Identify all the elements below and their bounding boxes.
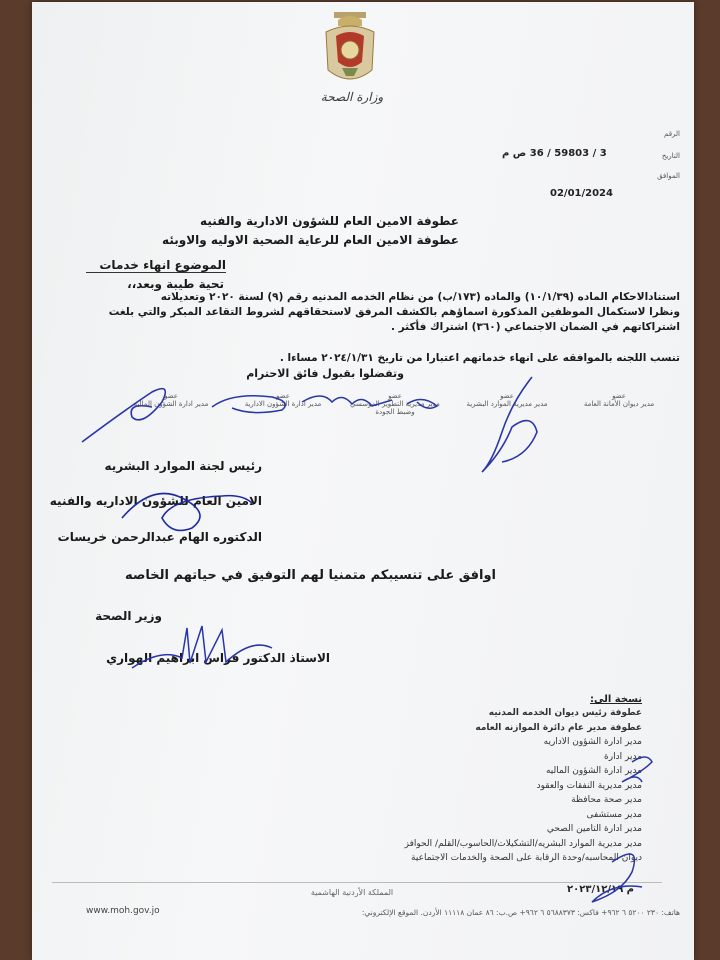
minister-name: الاستاذ الدكتور فراس ابراهيم الهواري	[106, 651, 330, 665]
bottom-date: م ٢٠٢٣/١٢/١٩	[567, 884, 634, 895]
member-title: مدير مديرية الموارد البشرية	[466, 400, 548, 408]
jordan-emblem	[320, 10, 380, 90]
member-role: عضو	[164, 392, 178, 400]
member-title: مدير ادارة الشؤون الادارية	[244, 400, 322, 408]
copy-item: عطوفة مدير عام دائرة الموازنه العامه	[475, 722, 642, 733]
document-date: 02/01/2024	[550, 188, 613, 199]
label-date: التاريخ	[661, 152, 680, 160]
chair-signature	[112, 478, 262, 538]
member-role: عضو	[276, 392, 290, 400]
member-3	[340, 392, 450, 416]
ministry-name: وزارة الصحة	[320, 90, 384, 104]
footer-divider	[52, 882, 662, 883]
copy-item: مدير مديرية النفقات والعقود	[536, 780, 642, 791]
copy-item: مدير ادارة	[604, 751, 642, 762]
approval-text: اوافق على تنسيبكم متمنيا لهم التوفيق في حياتهم الخاصه	[124, 568, 496, 583]
body-line-3: اشتراكاتهم في الضمان الاجتماعي (٣٦٠) اشتراك فأكثر .	[390, 321, 680, 333]
member-title: مدير ديوان الأمانة العامة	[583, 400, 655, 408]
footer-website[interactable]: www.moh.gov.jo	[86, 906, 160, 916]
footer-country: المملكة الأردنية الهاشمية	[310, 888, 394, 897]
subject: الموضوع انهاء خدمات	[86, 258, 226, 273]
chair-title: رئيس لجنة الموارد البشريه	[104, 459, 262, 473]
copy-item: عطوفة رئيس ديوان الخدمه المدنيه	[488, 708, 642, 718]
chair-position: الامين العام للشؤون الاداريه والفنيه	[49, 494, 262, 508]
member-5	[116, 392, 226, 408]
member-title: مدير ادارة الشؤون المالية	[133, 400, 209, 408]
member-title: مدير مديرية التطوير المؤسسي وضبط الجودة	[350, 400, 440, 416]
reference-number: 3 / 59803 / 36 ص م	[502, 148, 607, 159]
copy-item: مدير ادارة التامين الصحي	[546, 824, 642, 834]
copy-item: مدير مستشفى	[586, 809, 642, 820]
member-role: عضو	[500, 392, 514, 400]
copy-item: مدير صحة محافظة	[571, 795, 642, 805]
member-2	[452, 392, 562, 408]
member-role: عضو	[388, 392, 402, 400]
body-line-1: استنادالاحكام الماده (١٠/١/٣٩) والماده (١٧٣/ب) من نظام الخدمه المدنيه رقم (٩) لسنة ٢٠٢٠ وتعديلاته	[160, 291, 680, 303]
member-signatures	[32, 372, 694, 492]
greeting: تحية طيبة وبعد،،	[127, 277, 224, 291]
footer-contact: هاتف: ٢٣٠ ٥٢٠٠ ٦ ٩٦٢+ فاكس: ٥٦٨٨٣٧٣ ٦ ٩٦٢+ ص.ب: ٨٦ عمان ١١١١٨ الأردن. الموقع الإلكتروني:	[361, 908, 680, 917]
copies-heading: نسخة الى:	[590, 694, 642, 705]
copy-item: مدير ادارة الشؤون الاداريه	[543, 737, 642, 747]
addressee-1: عطوفة الامين العام للشؤون الادارية والفنيه	[200, 214, 459, 228]
member-role: عضو	[612, 392, 626, 400]
member-1	[564, 392, 674, 408]
copy-item: ديوان المحاسبه/وحدة الرقابة على الصحة والخدمات الاجتماعية	[411, 853, 642, 863]
document-page	[32, 2, 694, 960]
body-line-2: ونظرا لاستكمال الموظفين المذكورة اسماؤهم بالكشف المرفق لاستحقاقهم لشروط التقاعد المبكر والتي بلغت	[108, 306, 680, 318]
closing: وتفضلوا بقبول فائق الاحترام	[246, 367, 404, 380]
label-number: الرقم	[664, 130, 680, 138]
copy-item: مدير مديرية الموارد البشريه/التشكيلات/الحاسوب/القلم/ الحوافز	[404, 838, 642, 849]
copy-item: مدير ادارة الشؤون الماليه	[545, 766, 642, 776]
committee-members	[94, 392, 674, 432]
minister-title: وزير الصحة	[95, 609, 162, 623]
copies-list	[222, 708, 642, 868]
label-corresponding: الموافق	[657, 172, 680, 180]
minister-signature	[122, 618, 282, 678]
member-4	[228, 392, 338, 408]
recommendation: تنسب اللجنه بالموافقه على انهاء خدماتهم اعتبارا من تاريخ ٢٠٢٤/١/٣١ مساءا .	[279, 352, 680, 364]
chair-name: الدكتوره الهام عبدالرحمن خريسات	[57, 530, 262, 544]
addressee-2: عطوفة الامين العام للرعاية الصحية الاوليه والاوبئه	[162, 233, 459, 247]
